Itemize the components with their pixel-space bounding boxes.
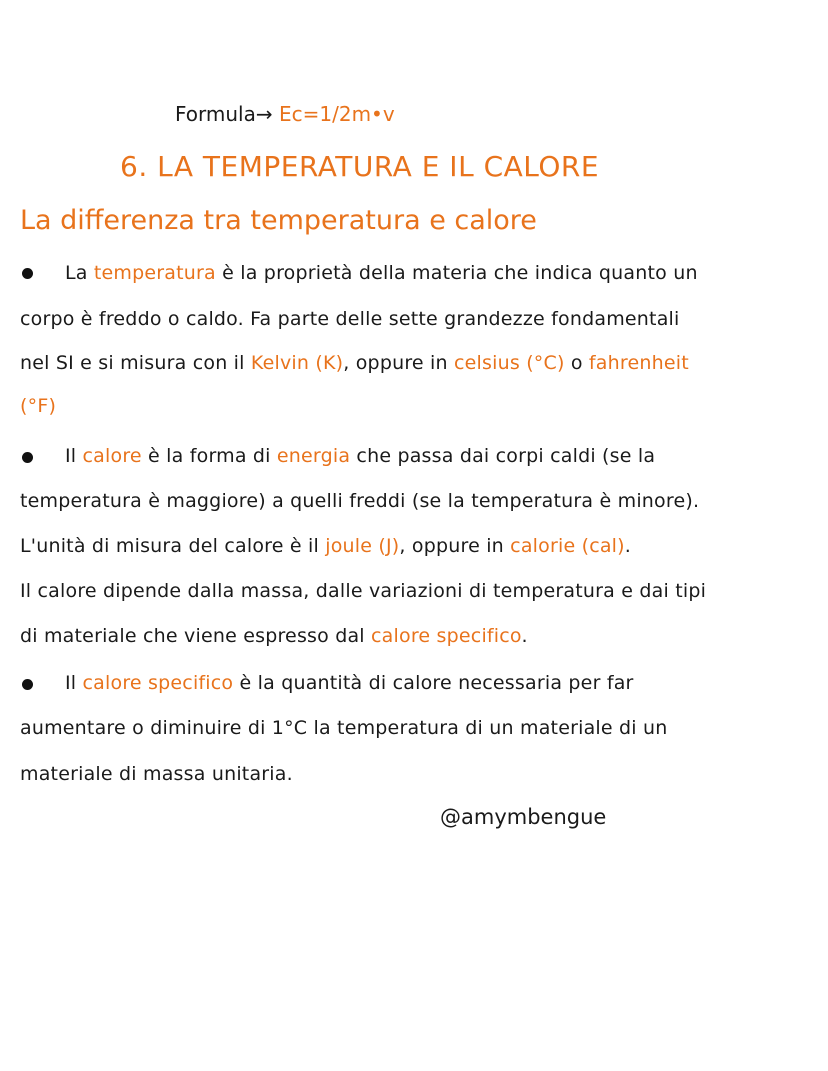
text-segment: di materiale che viene espresso dal [20,625,372,647]
text-line [20,308,680,330]
highlighted-term: temperatura [93,262,216,284]
highlighted-term: calore specifico [371,625,522,647]
text-segment: è la forma di [141,445,277,467]
highlighted-term: joule (J) [325,535,400,557]
text-segment: materiale di massa unitaria. [20,763,293,785]
text-segment: , oppure in [399,535,511,557]
author-signature: @amymbengue [440,805,607,829]
text-segment: Il [65,445,83,467]
section-title: La differenza tra temperatura e calore [20,205,537,236]
bullet-icon [22,268,33,279]
text-line [20,580,706,602]
text-segment: La [65,262,94,284]
highlighted-term: Kelvin (K) [250,352,344,374]
text-segment: . [624,535,632,557]
text-segment: , oppure in [343,352,455,374]
text-segment: temperatura è maggiore) a quelli freddi (se la temperatura è minore). [20,490,700,512]
highlighted-term: fahrenheit [588,352,689,374]
text-line [65,262,698,284]
highlighted-term: calore specifico [82,672,234,694]
text-segment: . [521,625,528,647]
text-segment: Il calore dipende dalla massa, dalle variazioni di temperatura e dai tipi [20,580,707,602]
formula-label: Formula→ [175,102,279,126]
text-segment: che passa dai corpi caldi (se la [350,445,656,467]
highlighted-term: calore [82,445,142,467]
text-line [65,672,634,694]
text-line [20,625,528,647]
chapter-title: 6. LA TEMPERATURA E IL CALORE [120,150,600,183]
highlighted-term: celsius (°C) [454,352,565,374]
bullet-icon [22,679,33,690]
formula-line [175,102,395,126]
bullet-icon [22,452,33,463]
highlighted-term: calorie (cal) [510,535,625,557]
text-line [20,395,56,417]
text-segment: Il [65,672,83,694]
text-segment: L'unità di misura del calore è il [20,535,326,557]
text-segment: è la quantità di calore necessaria per far [233,672,634,694]
text-line [20,763,293,785]
text-line [20,717,668,739]
formula-expression: Ec=1/2m•v [278,102,395,126]
text-line [65,445,655,467]
text-line [20,490,699,512]
text-segment: corpo è freddo o caldo. Fa parte delle sette grandezze fondamentali [20,308,680,330]
text-segment: è la proprietà della materia che indica quanto un [215,262,698,284]
text-segment: aumentare o diminuire di 1°C la temperatura di un materiale di un [20,717,668,739]
text-segment: nel SI e si misura con il [20,352,251,374]
text-segment: o [564,352,589,374]
text-line [20,535,631,557]
text-line [20,352,689,374]
highlighted-term: (°F) [20,395,57,417]
highlighted-term: energia [276,445,351,467]
